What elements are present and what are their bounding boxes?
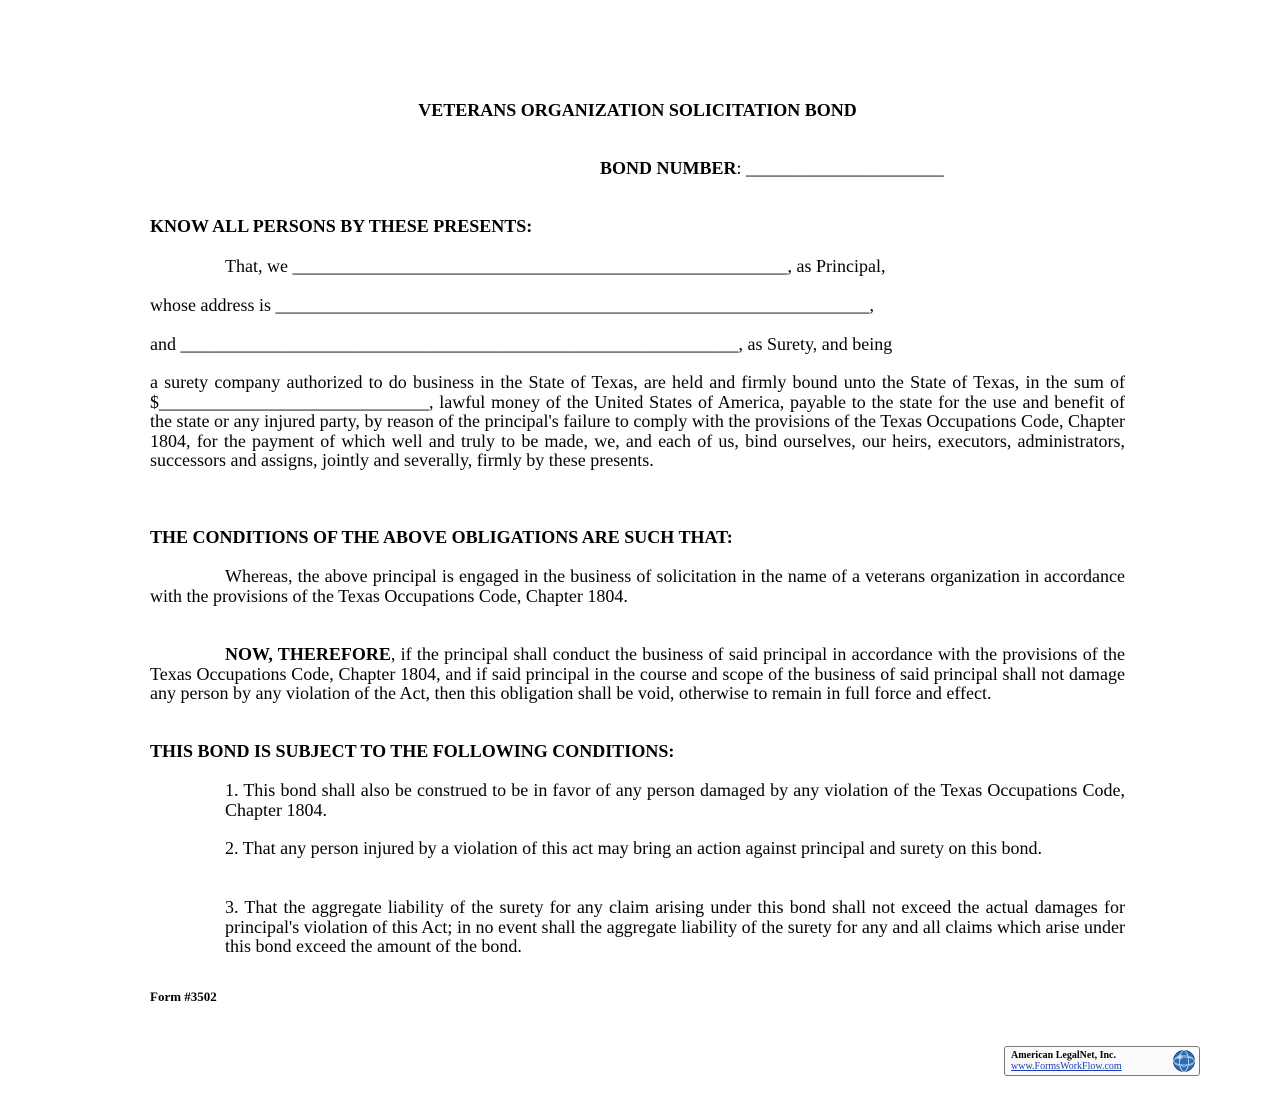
- surety-line[interactable]: and ______________________________________________________________, as Surety, and being: [150, 334, 893, 354]
- footer-logo-box[interactable]: [1004, 1046, 1200, 1076]
- globe-icon: [1172, 1049, 1196, 1073]
- bond-number-label: BOND NUMBER: [600, 158, 737, 178]
- condition-item-1: 1. This bond shall also be construed to be in favor of any person damaged by any violation of the Texas Occupations Code, Chapter 1804.: [225, 780, 1125, 820]
- subject-heading: THIS BOND IS SUBJECT TO THE FOLLOWING CONDITIONS:: [150, 741, 675, 761]
- footer-company-name: American LegalNet, Inc.: [1011, 1050, 1116, 1061]
- bond-number-field[interactable]: : ______________________: [736, 158, 945, 178]
- conditions-heading: THE CONDITIONS OF THE ABOVE OBLIGATIONS ARE SUCH THAT:: [150, 527, 733, 547]
- bond-number-line: [600, 158, 944, 179]
- now-therefore-text: , if the principal shall conduct the business of said principal in accordance with the provisions of the Texas Occupations Code, Chapter 1804, and if said principal in the course and scope of the business of said principal shall not damage any person by any violation of the Act, then this obligation shall be void, otherwise to remain in full force and effect.: [150, 644, 1125, 703]
- address-line[interactable]: whose address is __________________________________________________________________,: [150, 295, 874, 315]
- obligation-paragraph: a surety company authorized to do business in the State of Texas, are held and firmly bound unto the State of Texas, in the sum of $______________________________, lawful money of the United States of America, payable to the state for the use and benefit of the state or any injured party, by reason of the principal's failure to comply with the provisions of the Texas Occupations Code, Chapter 1804, for the payment of which well and truly to be made, we, and each of us, bind ourselves, our heirs, executors, administrators, successors and assigns, jointly and severally, firmly by these presents.: [150, 372, 1125, 470]
- document-title: VETERANS ORGANIZATION SOLICITATION BOND: [418, 100, 857, 120]
- now-therefore-paragraph: [150, 645, 1125, 704]
- principal-line[interactable]: That, we _______________________________________________________, as Principal,: [225, 256, 886, 276]
- whereas-paragraph: Whereas, the above principal is engaged in the business of solicitation in the name of a veterans organization in accordance with the provisions of the Texas Occupations Code, Chapter 1804.: [150, 566, 1125, 606]
- condition-item-3: 3. That the aggregate liability of the surety for any claim arising under this bond shall not exceed the actual damages for principal's violation of this Act; in no event shall the aggregate liability of the surety for any and all claims which arise under this bond exceed the amount of the bond.: [225, 897, 1125, 956]
- footer-link[interactable]: www.FormsWorkFlow.com: [1011, 1061, 1122, 1072]
- know-all-heading: KNOW ALL PERSONS BY THESE PRESENTS:: [150, 216, 533, 236]
- condition-item-2: 2. That any person injured by a violation of this act may bring an action against principal and surety on this bond.: [225, 838, 1042, 858]
- form-number: Form #3502: [150, 989, 217, 1004]
- now-therefore-lead: NOW, THEREFORE: [225, 644, 391, 664]
